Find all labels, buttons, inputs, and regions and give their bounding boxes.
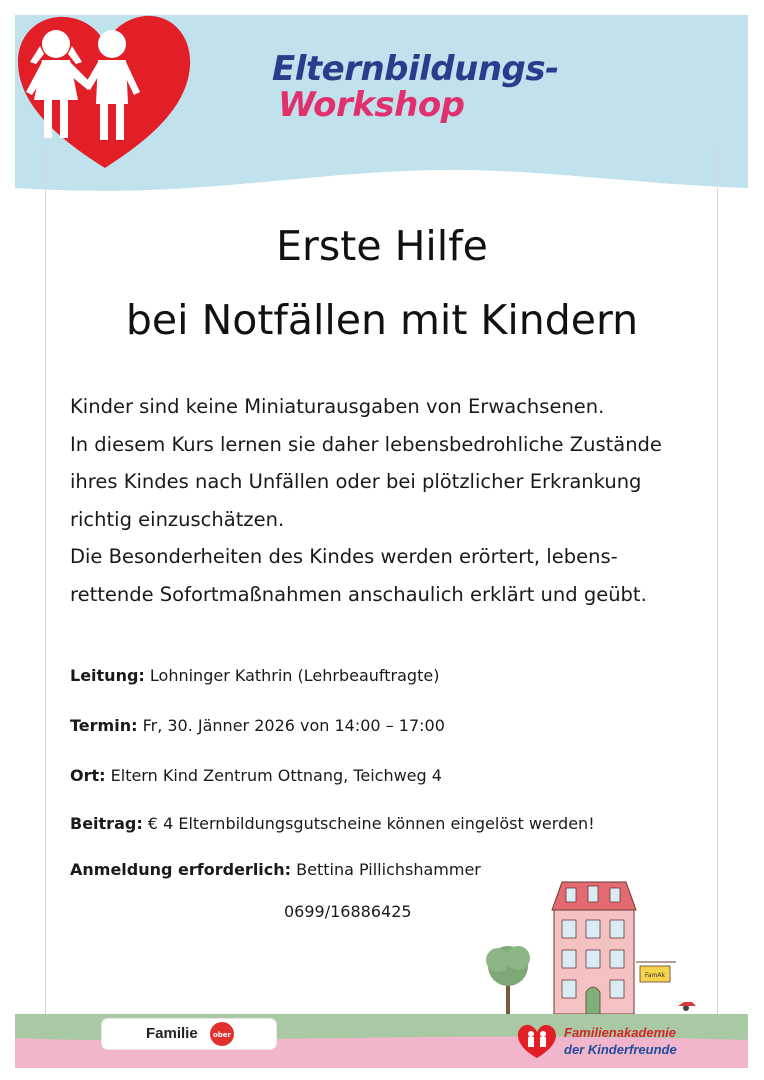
- familie-ober-logo: [102, 1019, 276, 1049]
- brand-title-line2: Workshop: [278, 84, 465, 125]
- akademie-line2: der Kinderfreunde: [564, 1042, 677, 1057]
- detail-value: Bettina Pillichshammer: [291, 860, 481, 879]
- shop-sign-text: FamAk: [644, 972, 666, 979]
- course-headline: [0, 218, 764, 350]
- house-illustration: [470, 862, 720, 1020]
- intro-line: ihres Kindes nach Unfällen oder bei plötzlicher Erkrankung: [70, 470, 642, 493]
- detail-beitrag: [70, 814, 595, 833]
- akademie-line1: Familienakademie: [564, 1025, 676, 1040]
- ober-logo-icon: [210, 1022, 234, 1046]
- intro-line: rettende Sofortmaßnahmen anschaulich erklärt und geübt.: [70, 582, 647, 606]
- detail-value: € 4 Elternbildungsgutscheine können eingelöst werden!: [142, 814, 595, 833]
- children-heart-icon: [516, 1022, 558, 1060]
- akademie-text: [564, 1024, 677, 1058]
- intro-line: In diesem Kurs lernen sie daher lebensbedrohliche Zustände: [70, 432, 662, 456]
- tree-icon: [486, 946, 530, 1014]
- familienakademie-logo: [516, 1020, 756, 1064]
- intro-paragraph: [70, 388, 700, 613]
- detail-label: Leitung:: [70, 666, 145, 685]
- headline-line1: Erste Hilfe: [276, 222, 488, 270]
- detail-label: Anmeldung erforderlich:: [70, 860, 292, 879]
- detail-phone: 0699/16886425: [284, 902, 412, 921]
- detail-termin: [70, 716, 445, 735]
- detail-value: Lohninger Kathrin (Lehrbeauftragte): [144, 666, 440, 685]
- intro-line: Kinder sind keine Miniaturausgaben von Erwachsenen.: [70, 395, 605, 418]
- brand-title: [272, 49, 559, 125]
- detail-label: Termin:: [70, 716, 138, 735]
- detail-label: Ort:: [70, 766, 106, 785]
- detail-anmeldung: [70, 860, 481, 879]
- familie-label: Familie: [146, 1025, 198, 1042]
- headline-line2: bei Notfällen mit Kindern: [125, 296, 639, 344]
- intro-line: Die Besonderheiten des Kindes werden erörtert, lebens-: [70, 545, 618, 568]
- brand-title-line1: Elternbildungs-: [272, 49, 559, 89]
- detail-value: Fr, 30. Jänner 2026 von 14:00 – 17:00: [137, 716, 445, 735]
- detail-value: Eltern Kind Zentrum Ottnang, Teichweg 4: [105, 766, 442, 785]
- intro-line: richtig einzuschätzen.: [70, 507, 285, 531]
- detail-ort: [70, 766, 442, 785]
- detail-leitung: [70, 666, 439, 685]
- detail-label: Beitrag:: [70, 814, 143, 833]
- ober-logo-text: ober: [212, 1031, 232, 1039]
